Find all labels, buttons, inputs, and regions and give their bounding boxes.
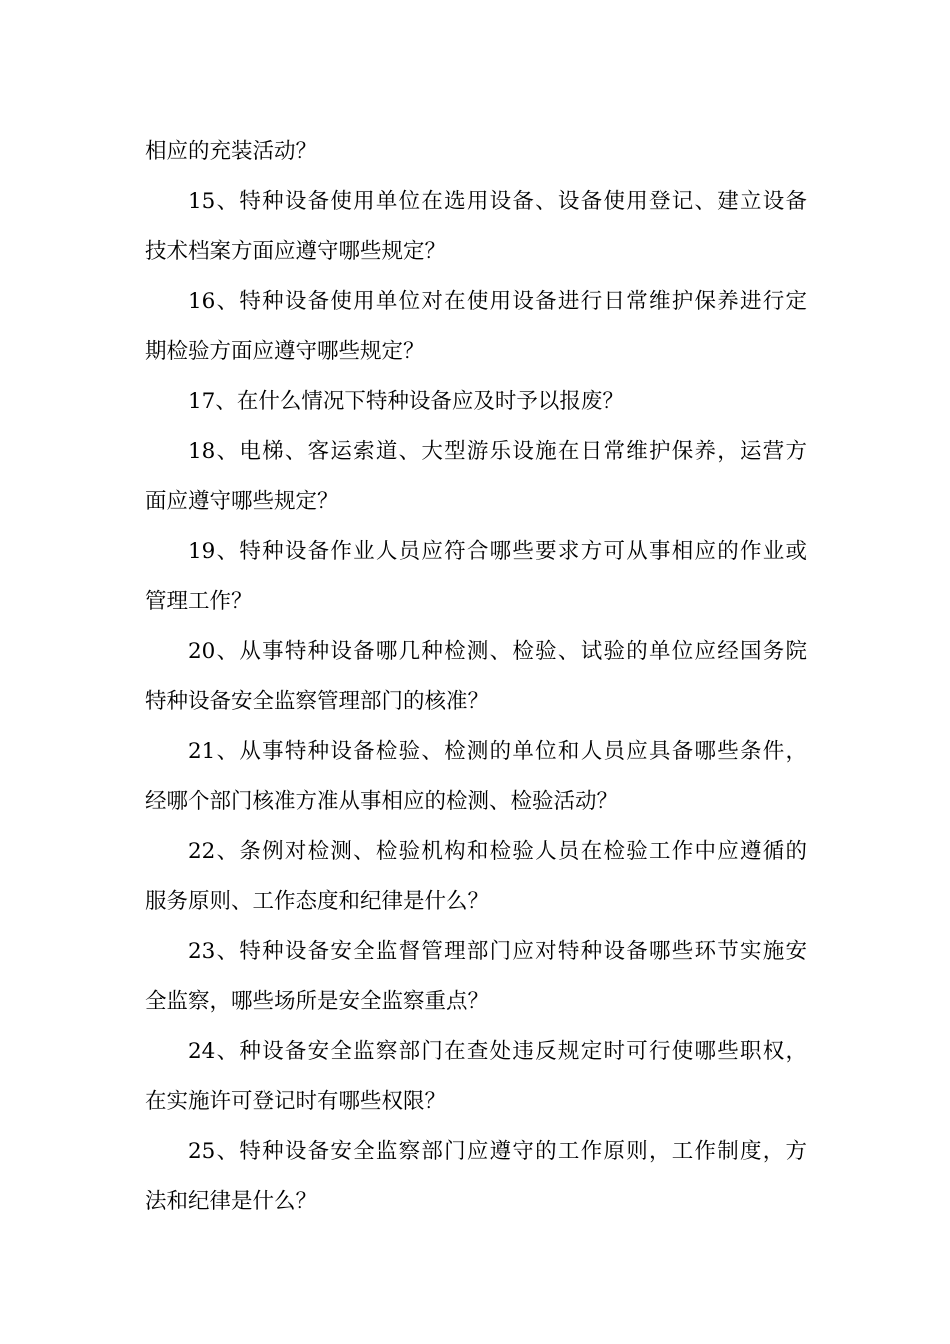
text-line: 23、特种设备安全监督管理部门应对特种设备哪些环节实施安 [188, 939, 807, 964]
text-line: 17、在什么情况下特种设备应及时予以报废？ [188, 389, 624, 414]
text-line: 20、从事特种设备哪几种检测、检验、试验的单位应经国务院 [188, 639, 807, 664]
text-line: 在实施许可登记时有哪些权限？ [145, 1089, 447, 1114]
text-line: 特种设备安全监察管理部门的核准？ [145, 689, 490, 714]
text-line: 经哪个部门核准方准从事相应的检测、检验活动？ [145, 789, 619, 814]
text-line: 管理工作？ [145, 589, 253, 614]
text-line: 21、从事特种设备检验、检测的单位和人员应具备哪些条件， [188, 739, 807, 764]
text-line: 全监察，哪些场所是安全监察重点？ [145, 989, 490, 1014]
text-line: 技术档案方面应遵守哪些规定？ [145, 239, 447, 264]
text-line: 服务原则、工作态度和纪律是什么？ [145, 889, 490, 914]
text-line: 18、电梯、客运索道、大型游乐设施在日常维护保养，运营方 [188, 439, 807, 464]
text-line: 法和纪律是什么？ [145, 1189, 318, 1214]
text-line: 22、条例对检测、检验机构和检验人员在检验工作中应遵循的 [188, 839, 807, 864]
text-line: 24、种设备安全监察部门在查处违反规定时可行使哪些职权， [188, 1039, 807, 1064]
text-line: 相应的充装活动？ [145, 139, 318, 164]
text-line: 16、特种设备使用单位对在使用设备进行日常维护保养进行定 [188, 289, 807, 314]
text-line: 25、特种设备安全监察部门应遵守的工作原则，工作制度，方 [188, 1139, 807, 1164]
text-line: 面应遵守哪些规定？ [145, 489, 339, 514]
text-line: 15、特种设备使用单位在选用设备、设备使用登记、建立设备 [188, 189, 807, 214]
text-line: 期检验方面应遵守哪些规定？ [145, 339, 425, 364]
text-line: 19、特种设备作业人员应符合哪些要求方可从事相应的作业或 [188, 539, 807, 564]
document-body [145, 127, 807, 1227]
